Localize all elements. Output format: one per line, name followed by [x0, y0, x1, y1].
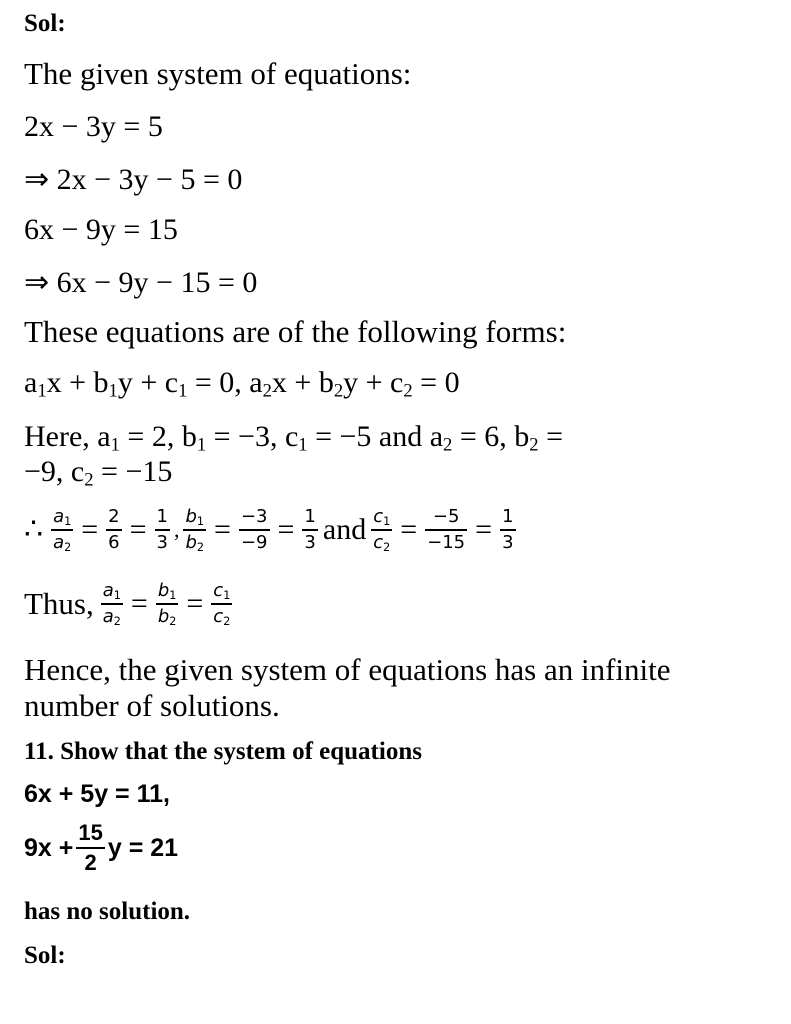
therefore-symbol: ∴: [24, 513, 44, 547]
coefficients-line-1: Here, $a_1 = 2$, $b_1 = -3$, $c_1 = -5$ and $a_2 = 6$, $b_2$ =: [24, 420, 563, 456]
equation-2: 6x − 9y = 15: [24, 213, 178, 246]
fraction-b1-b2-thus: $\frac{b_1}{b_2}$: [157, 580, 177, 628]
fraction-15-2: $\frac{15}{2}$: [78, 820, 103, 875]
fraction-neg3-neg9: $\frac{-3}{-9}$: [240, 506, 268, 553]
question-equation-1: 6x + 5y = 11,: [24, 780, 170, 808]
fraction-c1-c2: $\frac{c_1}{c_2}$: [373, 506, 391, 554]
forms-text: These equations are of the following forms:: [24, 314, 567, 349]
fraction-b1-b2: $\frac{b_1}{b_2}$: [185, 506, 205, 554]
hence-line-1: Hence, the given system of equations has an infinite: [24, 652, 671, 687]
fraction-neg5-neg15: $\frac{-5}{-15}$: [427, 506, 466, 553]
sol-heading: Sol:: [24, 10, 66, 37]
fraction-1-3-c: $\frac{1}{3}$: [502, 506, 514, 553]
fraction-1-3-b: $\frac{1}{3}$: [304, 506, 316, 553]
equation-2-rearranged: ⇒ 6x − 9y − 15 = 0: [24, 266, 258, 299]
equation-1-rearranged: ⇒ 2x − 3y − 5 = 0: [24, 163, 243, 196]
fraction-a1-a2-thus: $\frac{a_1}{a_2}$: [102, 580, 121, 628]
and-word: and: [322, 512, 367, 546]
intro-text: The given system of equations:: [24, 56, 412, 91]
hence-line-2: number of solutions.: [24, 688, 280, 723]
question-equation-2: 9x + $\frac{15}{2}$ y = 21: [24, 820, 179, 875]
fraction-a1-a2: $\frac{a_1}{a_2}$: [53, 506, 72, 554]
coefficients-line-2: −9, $c_2 = -15$: [24, 455, 173, 491]
fraction-1-3: $\frac{1}{3}$: [156, 506, 168, 553]
fraction-c1-c2-thus: $\frac{c_1}{c_2}$: [213, 580, 231, 628]
equation-1: 2x − 3y = 5: [24, 110, 163, 143]
thus-line: Thus, $\frac{a_1}{a_2}$ = $\frac{b_1}{b_2}$ = $\frac{c_1}{c_2}$: [24, 580, 231, 628]
question-11: 11. Show that the system of equations: [24, 738, 422, 765]
fraction-2-6: $\frac{2}{6}$: [108, 506, 120, 553]
no-solution-text: has no solution.: [24, 898, 191, 925]
sol-heading-2: Sol:: [24, 942, 66, 969]
ratio-line: ∴ $\frac{a_1}{a_2}$ = $\frac{2}{6}$ = $\frac{1}{3}$ , $\frac{b_1}{b_2}$ = $\frac{-3}{-9}$ = $\frac{1}{3}$ and $\frac{c_1}{c_2}$ = $\frac{-5}{-15}$ = $\frac{1}{3}$: [24, 506, 514, 554]
general-form: $a_1x + b_1y + c_1 = 0$, $a_2x + b_2y + c_2 = 0$: [24, 366, 460, 402]
